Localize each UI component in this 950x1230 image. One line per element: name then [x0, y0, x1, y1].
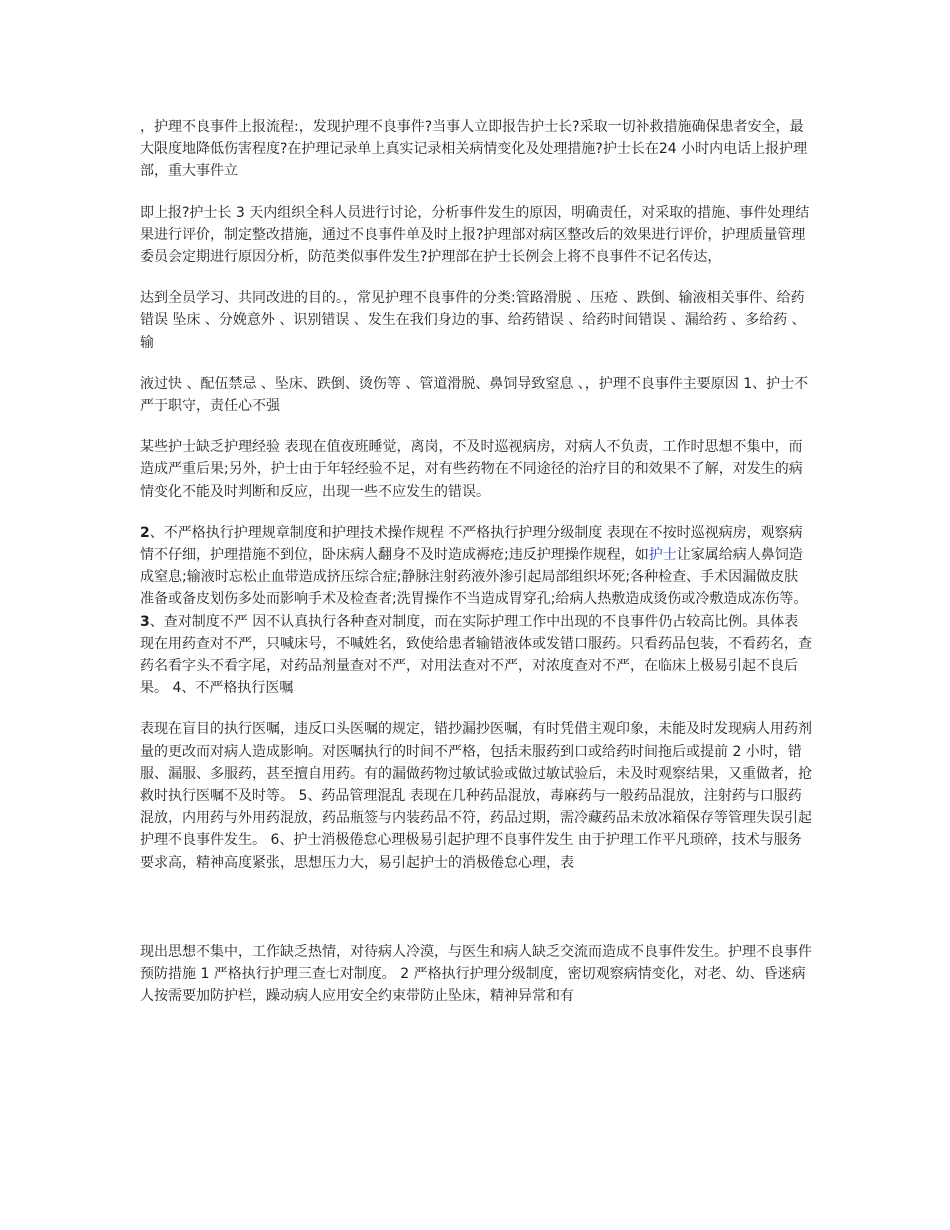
paragraph-reporting-continued: 即上报?护士长 3 天内组织全科人员进行讨论，分析事件发生的原因，明确责任，对采取的措施、事件处理结果进行评价，制定整改措施，通过不良事件单及时上报?护理部对病区整改后的效果进行评价，护理质量管理委员会定期进行原因分析，防范类似事件发生?护理部在护士长例会上将不良事件不记名传达， — [140, 204, 810, 266]
paragraph-medical-orders: 表现在盲目的执行医嘱，违反口头医嘱的规定，错抄漏抄医嘱，有时凭借主观印象，未能及时发现病人用药剂量的更改而对病人造成影响。对医嘱执行的时间不严格，包括未服药到口或给药时间拖后或提前 2 小时，错服、漏服、多服药，甚至擅自用药。有的漏做药物过敏试验或做过敏试验后，未及时观察结果，又重做者，抢救时执行医嘱不及时等。 5、药品管理混乱 表现在几种药品混放，毒麻药与一般药品混放，注射药与口服药混放，内用药与外用药混放，药品瓶签与内装药品不符，药品过期，需冷藏药品未放冰箱保存等管理失误引起护理不良事件发生。 6、护士消极倦怠心理极易引起护理不良事件发生 由于护理工作平凡琐碎，技术与服务要求高，精神高度紧张，思想压力大，易引起护士的消极倦怠心理，表 — [140, 721, 812, 871]
paragraph-regulations — [140, 522, 812, 700]
paragraph-reporting-process: ，护理不良事件上报流程:，发现护理不良事件?当事人立即报告护士长?采取一切补救措施确保患者安全，最大限度地降低伤害程度?在护理记录单上真实记录相关病情变化及处理措施?护士长在24 小时内电话上报护理部，重大事件立 — [140, 119, 808, 180]
paragraph-event-classification: 达到全员学习、共同改进的目的。，常见护理不良事件的分类:管路滑脱 、压疮 、跌倒、输液相关事件、给药错误 坠床 、分娩意外 、识别错误 、发生在我们身边的事、给药错误 、给药时间错误 、漏给药 、多给药 、输 — [140, 290, 806, 351]
paragraph-lack-experience: 某些护士缺乏护理经验 表现在值夜班睡觉，离岗，不及时巡视病房，对病人不负责，工作时思想不集中，而造成严重后果;另外，护士由于年轻经验不足，对有些药物在不同途径的治疗目的和效果不了解，对发生的病情变化不能及时判断和反应，出现一些不应发生的错误。 — [140, 439, 803, 500]
nurse-link[interactable]: 护士 — [648, 547, 677, 564]
paragraph-text: 让家属给病人鼻饲造成窒息;输液时忘松止血带造成挤压综合症;静脉注射药液外渗引起局部组织坏死;各种检查、手术因漏做皮肤准备或备皮划伤多处而影响手术及检查者;洗胃操作不当造成胃穿孔;给病人热敷造成烫伤或冷敷造成冻伤等。 — [140, 547, 808, 608]
item-number: 2 — [140, 524, 150, 541]
paragraph-text: 、查对制度不严 因不认真执行各种查对制度，而在实际护理工作中出现的不良事件仍占较高比例。具体表现在用药查对不严，只喊床号，不喊姓名，致使给患者输错液体或发错口服药。只看药品包装，不看药名，查药名看字头不看字尾，对药品剂量查对不严，对用法查对不严，对浓度查对不严，在临床上极易引起不良后果。 4、不严格执行医嘱 — [140, 613, 812, 697]
paragraph-prevention: 现出思想不集中，工作缺乏热情，对待病人冷漠，与医生和病人缺乏交流而造成不良事件发生。护理不良事件预防措施 1 严格执行护理三查七对制度。 2 严格执行护理分级制度，密切观察病情变化，对老、幼、昏迷病人按需要加防护栏，躁动病人应用安全约束带防止坠床，精神异常和有 — [140, 943, 812, 1005]
item-number: 3 — [140, 613, 150, 630]
paragraph-text: 、不严格执行护理规章制度和护理技术操作规程 不严格执行护理分级制度 表现在不按时巡视病房，观察病情不仔细，护理措施不到位，卧床病人翻身不及时造成褥疮;违反护理操作规程，如 — [140, 524, 803, 564]
paragraph-main-causes: 液过快 、配伍禁忌 、坠床、跌倒、烫伤等 、管道滑脱、鼻饲导致窒息 、，护理不良事件主要原因 1、护士不严于职守，责任心不强 — [140, 375, 809, 415]
document-page — [140, 116, 812, 1008]
